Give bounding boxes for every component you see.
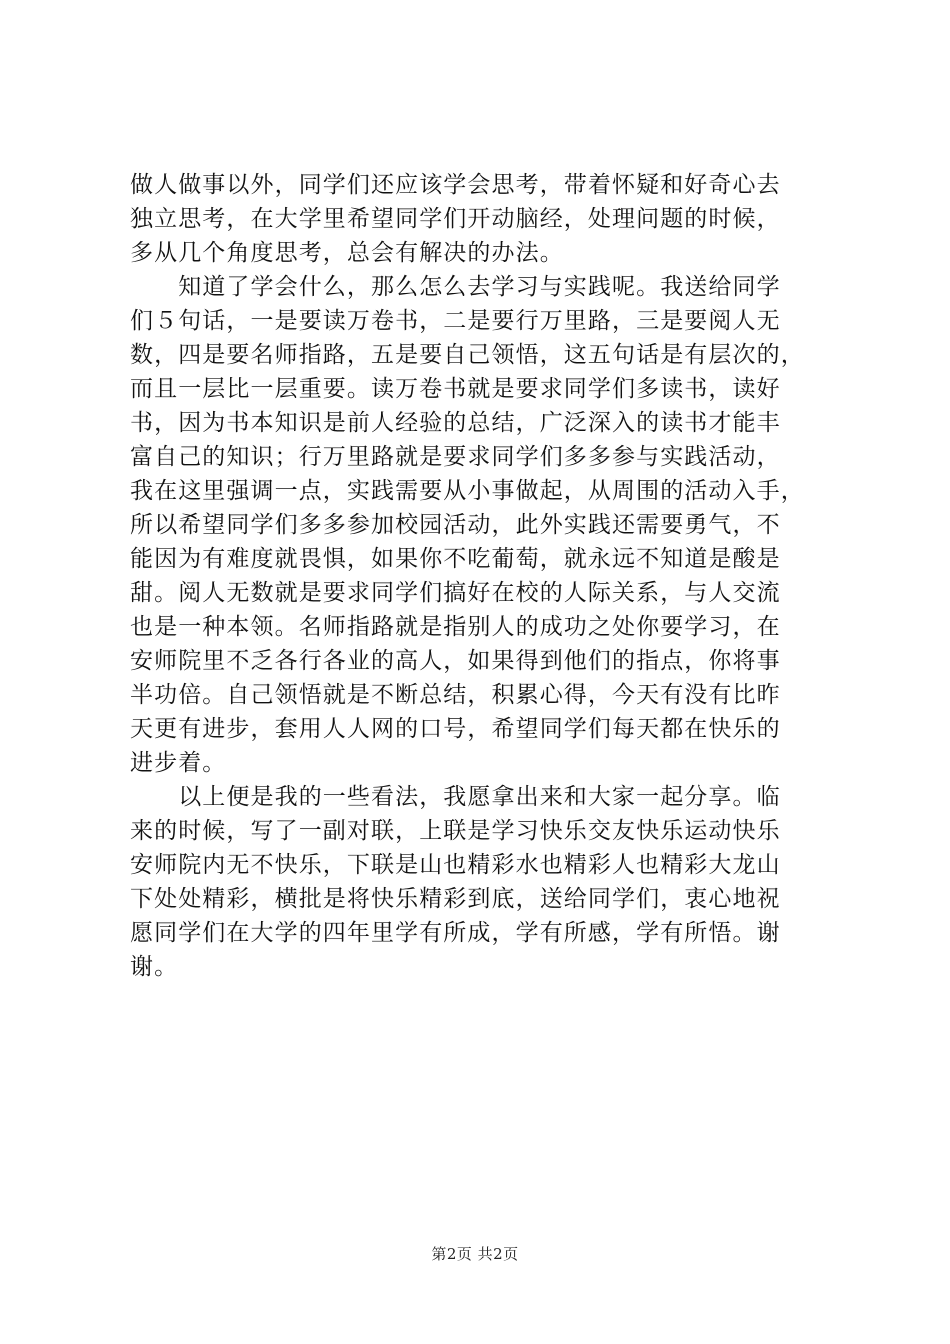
text-line: 多从几个角度思考，总会有解决的办法。 (130, 240, 564, 266)
text-line: 安师院里不乏各行各业的高人，如果得到他们的指点，你将事 (130, 648, 781, 674)
text-line: 知道了学会什么，那么怎么去学习与实践呢。我送给同学 (130, 274, 781, 300)
text-line: 下处处精彩，横批是将快乐精彩到底，送给同学们，衷心地祝 (130, 886, 781, 912)
text-line: 以上便是我的一些看法，我愿拿出来和大家一起分享。临 (130, 784, 781, 810)
text-line: 做人做事以外，同学们还应该学会思考，带着怀疑和好奇心去 (130, 172, 781, 198)
page-footer: 第2页 共2页 (431, 1245, 519, 1263)
text-line: 我在这里强调一点，实践需要从小事做起，从周围的活动入手， (130, 478, 805, 504)
text-line: 天更有进步，套用人人网的口号，希望同学们每天都在快乐的 (130, 716, 781, 742)
text-line: 安师院内无不快乐，下联是山也精彩水也精彩人也精彩大龙山 (130, 852, 781, 878)
text-line: 谢。 (130, 954, 179, 980)
body-text (130, 168, 842, 984)
text-line: 独立思考，在大学里希望同学们开动脑经，处理问题的时候， (130, 206, 781, 232)
text-line: 富自己的知识；行万里路就是要求同学们多多参与实践活动， (130, 444, 781, 470)
text-line: 愿同学们在大学的四年里学有所成，学有所感，学有所悟。谢 (130, 920, 781, 946)
text-line: 甜。阅人无数就是要求同学们搞好在校的人际关系，与人交流 (130, 580, 781, 606)
text-line: 进步着。 (130, 750, 227, 776)
text-line: 所以希望同学们多多参加校园活动，此外实践还需要勇气，不 (130, 512, 781, 538)
text-line: 也是一种本领。名师指路就是指别人的成功之处你要学习，在 (130, 614, 781, 640)
text-line: 来的时候，写了一副对联，上联是学习快乐交友快乐运动快乐 (130, 818, 781, 844)
text-line: 数，四是要名师指路，五是要自己领悟，这五句话是有层次的， (130, 342, 805, 368)
text-line: 们５句话，一是要读万卷书，二是要行万里路，三是要阅人无 (130, 308, 781, 334)
text-line: 书，因为书本知识是前人经验的总结，广泛深入的读书才能丰 (130, 410, 781, 436)
text-line: 半功倍。自己领悟就是不断总结，积累心得，今天有没有比昨 (130, 682, 781, 708)
text-line: 能因为有难度就畏惧，如果你不吃葡萄，就永远不知道是酸是 (130, 546, 781, 572)
text-line: 而且一层比一层重要。读万卷书就是要求同学们多读书，读好 (130, 376, 781, 402)
